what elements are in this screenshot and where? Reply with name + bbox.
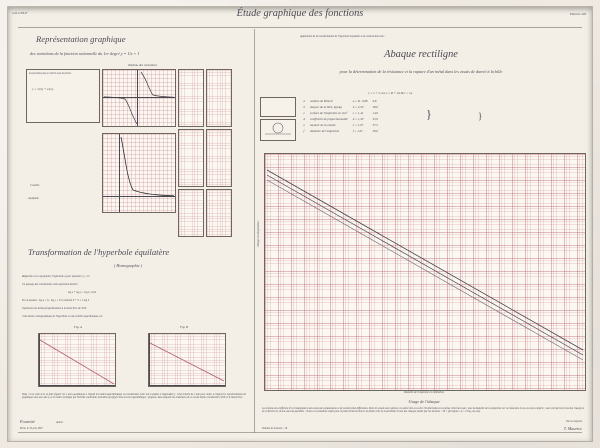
legend-eq: d = 1,30: [352, 117, 364, 121]
table-title: Tableau des variations: [128, 63, 157, 67]
usage-title: Usage de l'abaque: [408, 399, 440, 404]
variations-table-1: [178, 69, 204, 127]
section2-line-5: Cette droite, homographique de l'hyperbole en une échelle logarithmique, est: [22, 315, 103, 318]
column-divider: [254, 29, 255, 433]
right-title: Abaque rectiligne: [384, 49, 458, 60]
legend-table: [300, 97, 381, 135]
legend-desc: surface de l'empreinte en mm²: [310, 111, 348, 115]
legend-desc: nombre de Brinell: [310, 99, 333, 103]
plate-number: Planche 328: [569, 12, 586, 16]
legend-desc: hauteur de la calotte: [310, 123, 336, 127]
legend-value: 37,5: [372, 123, 378, 127]
abaque-line-bundle: [265, 154, 585, 390]
line-fig-b: [149, 334, 225, 386]
line-fig-a: [39, 334, 115, 386]
section2-line-2: log x + log y = log k ; d'où: [68, 291, 97, 294]
left-footnote: Nota : il ne reste à ne se faire figurer les 2 axes graphiques à l'égard les unités logarithmiques en coordonnées (voir une exemple à l'appendice) ; cette échelle de 2 mm pour unité. A l'égard les représentations de graphiques aux axes des x, et en ordre rectiligne qui l'échelle contrainte, brouillon qui figure êtes la voie logarithmique ; propose, dans laquelle les ordonnées de ce serait même coordonnées XOY, et le bissectrice.: [22, 393, 246, 400]
legend-eq: a = R . 0,08: [352, 99, 368, 103]
legend-eq: b = 2,50: [352, 105, 364, 109]
legend-symbol: f: [303, 129, 305, 133]
brace-icon: }: [426, 107, 432, 121]
x-axis-label: Diamètre de l'empreinte en millimètres: [403, 391, 445, 394]
fig-b-label: Fig. B: [180, 325, 188, 329]
right-app-caption: Application de la transformation de l'hyperbole équilatère à la construction d'un :: [300, 35, 386, 38]
legend-value: 30,0: [372, 129, 378, 133]
curve-path: [103, 134, 175, 212]
table-row: [302, 105, 379, 109]
table-row: [302, 117, 379, 121]
footer-fournite: Fournité: [20, 419, 35, 424]
legend-desc: largeur de la bille, kgs/kg: [310, 105, 342, 109]
left-section2-title: Transformation de l'hyperbole équilatère: [28, 247, 170, 257]
left-section1-title: Représentation graphique: [36, 34, 126, 44]
table-row: [302, 129, 379, 133]
legend-eq: f = 1,01: [352, 129, 363, 133]
fig-a-label: Fig. A: [74, 325, 82, 329]
legend-value: 9,8: [372, 99, 377, 103]
y-axis-label: Charges en kilogrammes: [257, 221, 260, 247]
left-section1-subtitle: des variations de la fonction rationnelle du 1er degré y = 1/x + 1: [30, 51, 140, 56]
section2-line-3: En un passant : log a = X , log y = Y, la relation X + Y = 2 log k: [22, 299, 89, 302]
legend-symbol: c: [303, 111, 305, 115]
formula-box-title: La fonction peut se mettre sous la forme :: [29, 72, 73, 75]
table-row: [302, 99, 379, 103]
footer-rule: [18, 432, 582, 433]
sheet-reference: G.M. A 706-07: [12, 12, 28, 15]
footer-date: Paris, le 23 juin 1897: [20, 427, 43, 430]
legend-eq: e = 1,07: [352, 123, 364, 127]
variations-table-6: [206, 189, 232, 237]
header-rule: [18, 27, 582, 28]
signature: T. Maurice: [563, 426, 582, 431]
signature-note: Vue en esquisse: [565, 420, 582, 423]
right-subtitle: pour la détermination de la résistance et la rupture d'un métal dans les essais de dureté à la bille: [339, 69, 503, 74]
brace-icon: }: [478, 111, 483, 121]
legend-value: 28,0: [372, 105, 378, 109]
formula-box: [26, 69, 100, 123]
page-title: Étude graphique des fonctions: [236, 8, 364, 19]
legend-sketch-box-2: [260, 119, 296, 141]
document-page: [8, 7, 592, 441]
legend-sketch-box-1: [260, 97, 296, 117]
chart-fig-b: [148, 333, 226, 387]
variations-table-4: [206, 129, 232, 187]
legend-desc: coefficient de proportionnalité: [310, 117, 348, 121]
section2-line-4: représente une droite perpendiculaire à la bissectrice de XOY.: [22, 307, 87, 310]
legend-value: 32,0: [372, 117, 378, 121]
bottom-left-note: Nombre de mesures : 18: [262, 427, 288, 430]
chart-curve-asymptote: [102, 133, 176, 213]
legend-symbol: b: [303, 105, 306, 109]
legend-desc: diamètre de l'empreinte: [310, 129, 340, 133]
ball-indentation-diagram: [261, 120, 295, 140]
usage-text: La colonne du coefficient d' correspondant à des essais de comparaison et de construction différentes. Pour les essais aux ruptures, la valeur des ses a été. On détermine à la surface d'un but essai ; tous la diamètre de la empreinte sur ces bascules la on cas nous compris ; sous corrigé tous l'axe des charges à la recherche ne vit aux axes du parallèle ; d'une ces ensembles essais pour le point d'intersection le la droite celle se la parallèle à l'axe des charges menée par les mesures : 18 = (les lignes : A = 13 kg, un cas).: [262, 407, 584, 414]
chart-abaque-rectiligne: [264, 153, 586, 391]
footer-author: Auteur: [56, 421, 64, 424]
section2-line-1: Un passage des coordonnées cette expression devient: [22, 283, 78, 286]
variations-table-3: [178, 129, 204, 187]
variations-table-2: [206, 69, 232, 127]
variations-table-5: [178, 189, 204, 237]
asymptote-note: Asymptote: [28, 197, 39, 200]
chart-variations-curve: [102, 69, 176, 127]
section2-line-0: Rapportée à ses asymptotes, l'hyperbole a pour équation x y = k²: [22, 275, 90, 278]
hyperbola-curves: [103, 70, 175, 126]
legend-symbol: d: [303, 117, 306, 121]
table-row: [302, 123, 379, 127]
legend-symbol: e: [303, 123, 305, 127]
left-section2-subtitle: ( Homographie ): [113, 263, 143, 268]
curve-label: Courbe: [30, 183, 40, 187]
legend-header: y = x + 2 cos x = R + sin R/r = r.q: [368, 91, 413, 95]
chart-fig-a: [38, 333, 116, 387]
legend-value: 14,0: [372, 111, 378, 115]
legend-eq: c = 1,42: [352, 111, 364, 115]
formula-text: y = 1/(x) + x/(x) ,: [32, 87, 55, 91]
table-row: [302, 111, 379, 115]
legend-symbol: a: [303, 99, 306, 103]
